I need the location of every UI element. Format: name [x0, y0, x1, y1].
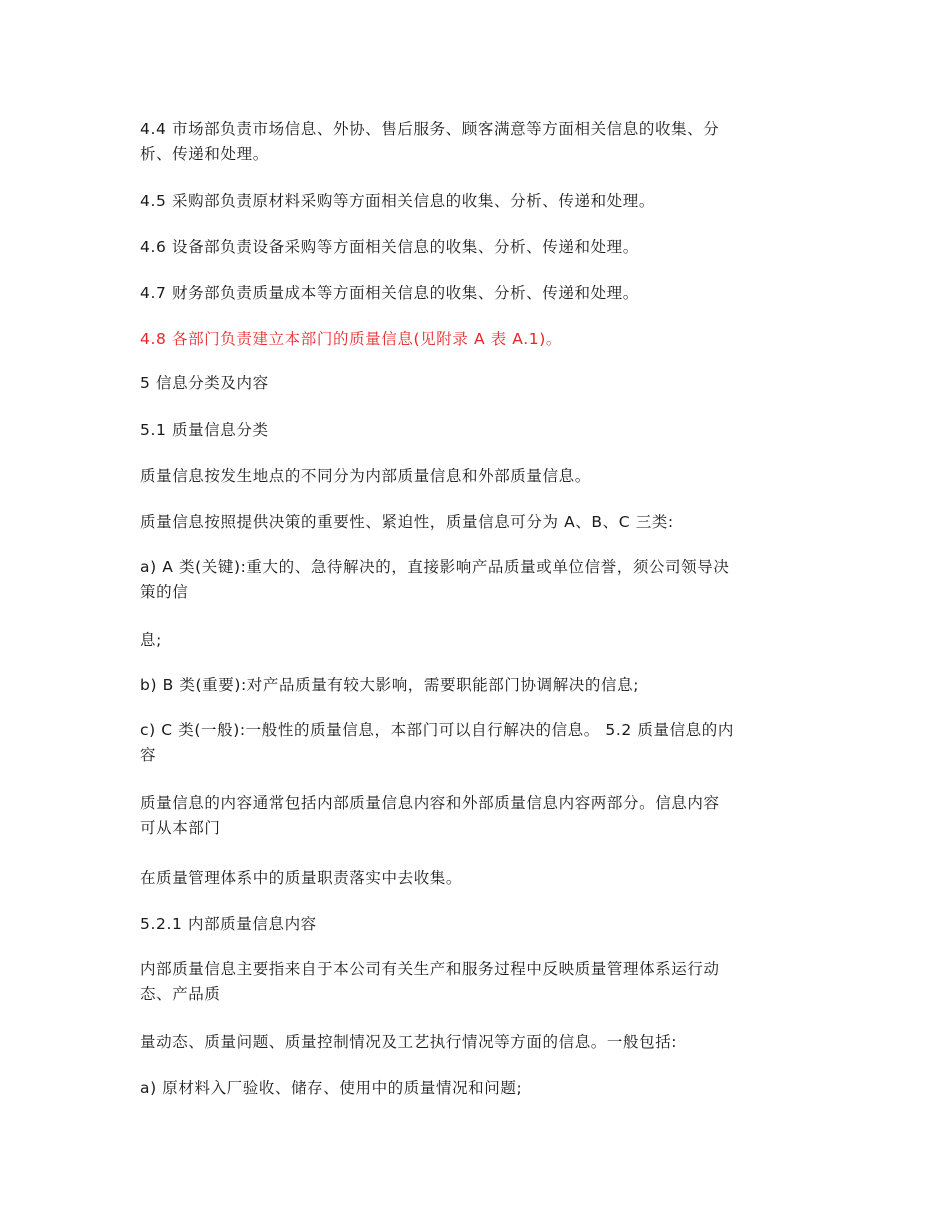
text-line: 5 信息分类及内容: [140, 374, 269, 392]
list-item-raw-materials: [140, 1076, 820, 1101]
section-heading-5: [140, 371, 820, 396]
text-line: 4.7 财务部负责质量成本等方面相关信息的收集、分析、传递和处理。: [140, 284, 639, 302]
text-line: 5.1 质量信息分类: [140, 421, 269, 439]
paragraph-4-8-highlighted: [140, 327, 820, 352]
text-line: 量动态、质量问题、质量控制情况及工艺执行情况等方面的信息。一般包括:: [140, 1033, 678, 1051]
paragraph-4-7: [140, 281, 820, 306]
text-line: c) C 类(一般):一般性的质量信息，本部门可以自行解决的信息。 5.2 质量信息的内: [140, 721, 734, 739]
text-line: 4.4 市场部负责市场信息、外协、售后服务、顾客满意等方面相关信息的收集、分: [140, 120, 720, 138]
text-line: a) 原材料入厂验收、储存、使用中的质量情况和问题;: [140, 1079, 523, 1097]
text-line: 内部质量信息主要指来自于本公司有关生产和服务过程中反映质量管理体系运行动: [140, 960, 720, 978]
paragraph-priority-classification: [140, 510, 820, 535]
paragraph-internal-info-continued: [140, 1030, 820, 1055]
text-line: 质量信息按照提供决策的重要性、紧迫性，质量信息可分为 A、B、C 三类:: [140, 513, 674, 531]
text-line: 态、产品质: [140, 985, 221, 1003]
text-line: 质量信息按发生地点的不同分为内部质量信息和外部质量信息。: [140, 467, 591, 485]
text-line: b) B 类(重要):对产品质量有较大影响，需要职能部门协调解决的信息;: [140, 676, 640, 694]
text-line: 4.6 设备部负责设备采购等方面相关信息的收集、分析、传递和处理。: [140, 238, 639, 256]
text-line: 4.5 采购部负责原材料采购等方面相关信息的收集、分析、传递和处理。: [140, 192, 655, 210]
paragraph-internal-info: [140, 957, 820, 1007]
list-item-b-class: [140, 673, 820, 698]
list-item-a-class: [140, 555, 820, 605]
text-line: 在质量管理体系中的质量职责落实中去收集。: [140, 869, 463, 887]
text-line: 5.2.1 内部质量信息内容: [140, 915, 317, 933]
paragraph-information-content-continued: [140, 866, 820, 891]
text-line: 容: [140, 746, 157, 764]
section-heading-5-1: [140, 418, 820, 443]
text-line: 质量信息的内容通常包括内部质量信息内容和外部质量信息内容两部分。信息内容: [140, 794, 720, 812]
paragraph-4-4: [140, 117, 820, 167]
list-item-c-class: [140, 718, 820, 768]
list-item-a-class-continued: [140, 628, 820, 653]
text-line: 息;: [140, 631, 162, 649]
text-line: 可从本部门: [140, 819, 221, 837]
text-line: 析、传递和处理。: [140, 145, 269, 163]
paragraph-location-classification: [140, 464, 820, 489]
section-heading-5-2-1: [140, 912, 820, 937]
text-line: a) A 类(关键):重大的、急待解决的，直接影响产品质量或单位信誉，须公司领导决: [140, 558, 730, 576]
text-line: 策的信: [140, 583, 189, 601]
paragraph-4-6: [140, 235, 820, 260]
paragraph-4-5: [140, 189, 820, 214]
paragraph-information-content: [140, 791, 820, 841]
text-line: 4.8 各部门负责建立本部门的质量信息(见附录 A 表 A.1)。: [140, 330, 562, 348]
